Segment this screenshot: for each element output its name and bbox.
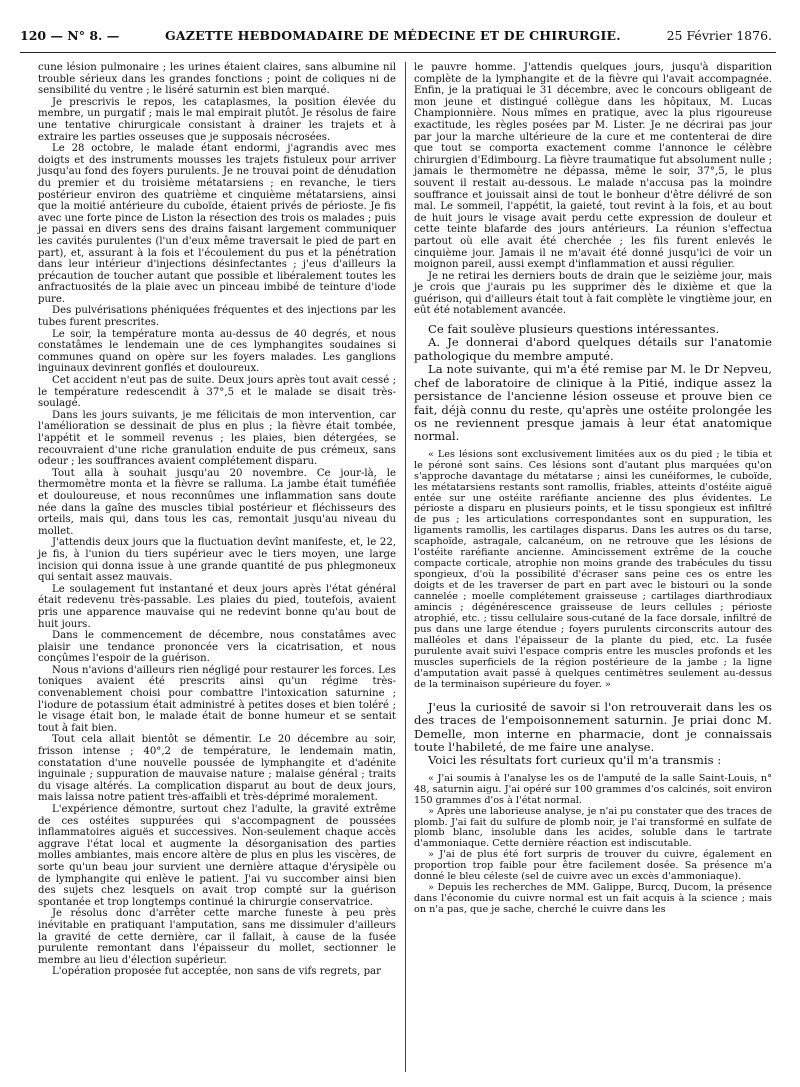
paragraph: La note suivante, qui m'a été remise par M. le Dr Nepveu, chef de laboratoire de clinique à la Pitié, indique assez la persistance de l'ancienne lésion osseuse et prouve bien ce fait, déjà connu du reste, qu'après une ostéite prolongée les os ne reviennent presque jamais à leur état anatomique normal. <box>414 362 772 444</box>
paragraph: Le soulagement fut instantané et deux jours après l'état général était redevenu très-passable. Les plaies du pied, toutefois, avaient pris une apparence mauvaise qui ne redevint bonne qu'au bout de huit jours. <box>38 583 396 630</box>
column-divider <box>405 62 406 1072</box>
paragraph: Cet accident n'eut pas de suite. Deux jours après tout avait cessé ; le température redescendit à 37°,5 et le malade se disait très-soulagé. <box>38 375 396 410</box>
paragraph: J'eus la curiosité de savoir si l'on retrouverait dans les os des traces de l'empoisonnement saturnin. Je priai donc M. Demelle, mon interne en pharmacie, dont je connaissais toute l'habileté, de me faire une analyse. <box>414 699 772 754</box>
left-column <box>38 62 396 978</box>
paragraph: Le soir, la température monta au-dessus de 40 degrés, et nous constatâmes le lendemain une de ces lymphangites soudaines si communes quand on opère sur les foyers malades. Les ganglions inguinaux devinrent gonflés et douloureux. <box>38 328 396 375</box>
paragraph: Dans les jours suivants, je me félicitais de mon intervention, car l'amélioration se dessinait de plus en plus ; la fièvre était tombée, l'appétit et le sommeil revenus ; les plaies, bien détergées, se recouvraient d'une riche granulation enduite de pus crémeux, sans odeur ; les souffrances avaient complétement disparu. <box>38 409 396 468</box>
paragraph: Tout alla à souhait jusqu'au 20 novembre. Ce jour-là, le thermomètre monta et la fièvre se ralluma. La jambe était tuméfiée et douloureuse, et nous reconnûmes une inflammation sans doute née dans la gaîne des muscles tibial postérieur et fléchisseurs des orteils, mais qui, dans tous les cas, remontait jusqu'au niveau du mollet. <box>38 467 396 537</box>
issue-date: 25 Février 1876. <box>666 27 772 43</box>
pathology-quote: « Les lésions sont exclusivement limitées aux os du pied ; le tibia et le péroné sont sains. Ces lésions sont d'autant plus marquées qu'on s'approche davantage du métatarse ; ainsi les cunéiformes, le cuboïde, les métatarsiens restants sont ramollis, friables, atteints d'ostéite aiguë entée sur une ostéite raréfiante ancienne des plus évidentes. Le périoste a disparu en plusieurs points, et le tissu spongieux est infiltré de pus ; les articulations correspondantes sont en suppuration, les ligaments ramollis, les cartilages disparus. Dans les autres os du tarse, scaphoïde, astragale, calcanéum, on ne retrouve que les lésions de l'ostéite raréfiante ancienne. Amincissement extrême de la couche compacte corticale, atrophie non moins grande des trabécules du tissu spongieux, d'où la possibilité d'écraser sans peine ces os entre les doigts et de les traverser de part en part avec le bistouri ou la sonde cannelée ; moelle complétement graisseuse ; cartilages diarthrodiaux amincis ; dégénérescence graisseuse de leurs cellules ; périoste atrophié, etc. ; tissu cellulaire sous-cutané de la face dorsale, infiltré de pus dans une large étendue ; foyers purulents circonscrits autour des malléoles et dans l'épaisseur de la plante du pied, etc. La fusée purulente avait suivi l'espace compris entre les muscles profonds et les muscles superficiels de la région postérieure de la jambe ; la ligne d'amputation avait passé à quelques centimètres seulement au-dessus de la terminaison supérieure du foyer. » <box>414 448 772 690</box>
paragraph: L'expérience démontre, surtout chez l'adulte, la gravité extrême de ces ostéites suppurées qui s'accompagnent de poussées inflammatoires aiguës et successives. Non-seulement chaque accès aggrave l'état local et augmente la désorganisation des parties molles ambiantes, mais encore altère de plus en plus les viscères, de sorte qu'un beau jour survient une dernière attaque d'érysipèle ou de lymphangite qui enlève le patient. J'ai vu succomber ainsi bien des sujets chez lesquels on avait trop compté sur la guérison spontanée et trop longtemps continué la chirurgie conservatrice. <box>38 804 396 908</box>
paragraph: Des pulvérisations phéniquées fréquentes et des injections par les tubes furent prescrites. <box>38 305 396 329</box>
paragraph: Je résolus donc d'arrêter cette marche funeste à peu près inévitable en pratiquant l'amputation, sans me dissimuler d'ailleurs la gravité de cette dernière, car il fallait, à cause de la fusée purulente remontant dans l'épaisseur du mollet, sectionner le membre au lieu d'élection supérieur. <box>38 908 396 966</box>
paragraph: Ce fait soulève plusieurs questions intéressantes. <box>428 322 720 337</box>
analysis-quote: « J'ai soumis à l'analyse les os de l'amputé de la salle Saint-Louis, n° 48, saturnin aigu. J'ai opéré sur 100 grammes d'os calcinés, soit environ 150 grammes d'os à l'état normal. <box>414 772 772 806</box>
paragraph: Voici les résultats fort curieux qu'il m'a transmis : <box>428 753 722 768</box>
paragraph: cune lésion pulmonaire ; les urines étaient claires, sans albumine nil trouble sérieux dans les grandes fonctions ; point de coliques ni de sensibilité du ventre ; le liséré saturnin est bien marqué. <box>38 62 396 97</box>
page-header <box>20 22 772 48</box>
paragraph: L'opération proposée fut acceptée, non sans de vifs regrets, par <box>52 966 381 978</box>
paragraph: J'attendis deux jours que la fluctuation devînt manifeste, et, le 22, je fis, à l'union du tiers supérieur avec le tiers moyen, une large incision qui donna issue à une grande quantité de pus phlegmoneux qui sentait assez mauvais. <box>38 537 396 584</box>
analysis-quote: » Depuis les recherches de MM. Galippe, Burcq, Ducom, la présence dans l'économie du cuivre normal est un fait acquis à la science ; mais on n'a pas, que je sache, cherché le cuivre dans les <box>414 882 772 916</box>
paragraph: Dans le commencement de décembre, nous constatâmes avec plaisir une tendance prononcée vers la cicatrisation, et nous conçûmes l'espoir de la guérison. <box>38 630 396 665</box>
paragraph: Le 28 octobre, le malade étant endormi, j'agrandis avec mes doigts et des instruments mousses les trajets fistuleux pour arriver jusqu'au fond des foyers purulents. Je ne trouvai point de dénudation du premier et du troisième métatarsiens ; en revanche, le tiers postérieur environ des quatrième et cinquième métatarsiens, ainsi que la moitié antérieure du cuboïde, étaient privés de périoste. Je fis avec une forte pince de Liston la résection des trois os malades ; puis je passai en divers sens des drains faisant largement communiquer les cavités purulentes (l'un d'eux même traversait le pied de part en part), et, assurant à la fois et l'écoulement du pus et la pénétration dans leur intérieur d'injections désinfectantes ; j'eus d'ailleurs la précaution de toucher autant que possible et libéralement toutes les anfractuosités de la plaie avec un pinceau imbibé de teinture d'iode pure. <box>38 143 396 305</box>
journal-title: GAZETTE HEBDOMADAIRE DE MÉDECINE ET DE CHIRURGIE. <box>164 27 621 43</box>
header-rule <box>20 52 776 53</box>
paragraph: le pauvre homme. J'attendis quelques jours, jusqu'à disparition complète de la lymphangite et de la fièvre qui l'avait accompagnée. Enfin, je la pratiquai le 31 décembre, avec le concours obligeant de mon jeune et distingué collègue dans les hôpitaux, M. Lucas Championnière. Nous mîmes en pratique, avec la plus rigoureuse exactitude, les règles posées par M. Lister. Je ne décrirai pas jour par jour la marche ultérieure de la cure et me contenterai de dire que tout se comporta exactement comme l'annonce le célèbre chirurgien d'Edimbourg. La fièvre traumatique fut absolument nulle ; jamais le thermomètre ne dépassa, même le soir, 37°,5, le plus souvent il restait au-dessous. Le malade n'accusa pas la moindre souffrance et jouissait ainsi de tout le bonheur d'être délivré de son mal. Le sommeil, l'appétit, la gaieté, tout revint à la fois, et au bout de huit jours le visage avait perdu cette expression de douleur et cette teinte blafarde des jours antérieurs. La réunion s'effectua partout où elle avait été cherchée ; les fils furent enlevés le cinquième jour. Jamais il ne m'avait été donné jusqu'ici de voir un moignon pareil, aussi exempt d'inflammation et aussi régulier. <box>414 62 772 271</box>
analysis-quote: » Après une laborieuse analyse, je n'ai pu constater que des traces de plomb. J'ai fait du sulfure de plomb noir, je l'ai transformé en sulfate de plomb blanc, insoluble dans les acides, soluble dans le tartrate d'ammoniaque. Cette dernière réaction est indiscutable. <box>414 805 772 850</box>
paragraph: Tout cela allait bientôt se démentir. Le 20 décembre au soir, frisson intense ; 40°,2 de température, le lendemain matin, constatation d'une nouvelle poussée de lymphangite et d'adénite inguinale ; suppuration de mauvaise nature ; malaise général ; traits du visage altérés. La complication disparut au bout de deux jours, mais laissa notre patient très-affaibli et très-déprimé moralement. <box>38 734 396 804</box>
paragraph: Je prescrivis le repos, les cataplasmes, la position élevée du membre, un purgatif ; mais le mal empirait plutôt. Je résolus de faire une tentative chirurgicale consistant à drainer les trajets et à extraire les parties osseuses que je supposais nécrosées. <box>38 96 396 143</box>
analysis-quote: » J'ai de plus été fort surpris de trouver du cuivre, également en proportion trop faible pour être facilement dosée. Sa présence m'a donné le bleu céleste (sel de cuivre avec un excès d'ammoniaque). <box>414 849 772 883</box>
page-number: 120 — N° 8. — <box>20 27 120 43</box>
right-column <box>414 62 772 916</box>
paragraph: A. Je donnerai d'abord quelques détails sur l'anatomie pathologique du membre amputé. <box>414 335 772 363</box>
paragraph: Nous n'avions d'ailleurs rien négligé pour restaurer les forces. Les toniques avaient été prescrits ainsi qu'un régime très-convenablement choisi pour combattre l'intoxication saturnine ; l'iodure de potassium était administré à petites doses et bien toléré ; le visage était bon, le malade était de bonne humeur et se sentait tout à fait bien. <box>38 664 396 734</box>
paragraph: Je ne retirai les derniers bouts de drain que le seizième jour, mais je crois que j'aurais pu les supprimer dès le dixième et que la guérison, qui d'ailleurs était tout à fait complète le vingtième jour, en eût été notablement avancée. <box>414 270 772 317</box>
